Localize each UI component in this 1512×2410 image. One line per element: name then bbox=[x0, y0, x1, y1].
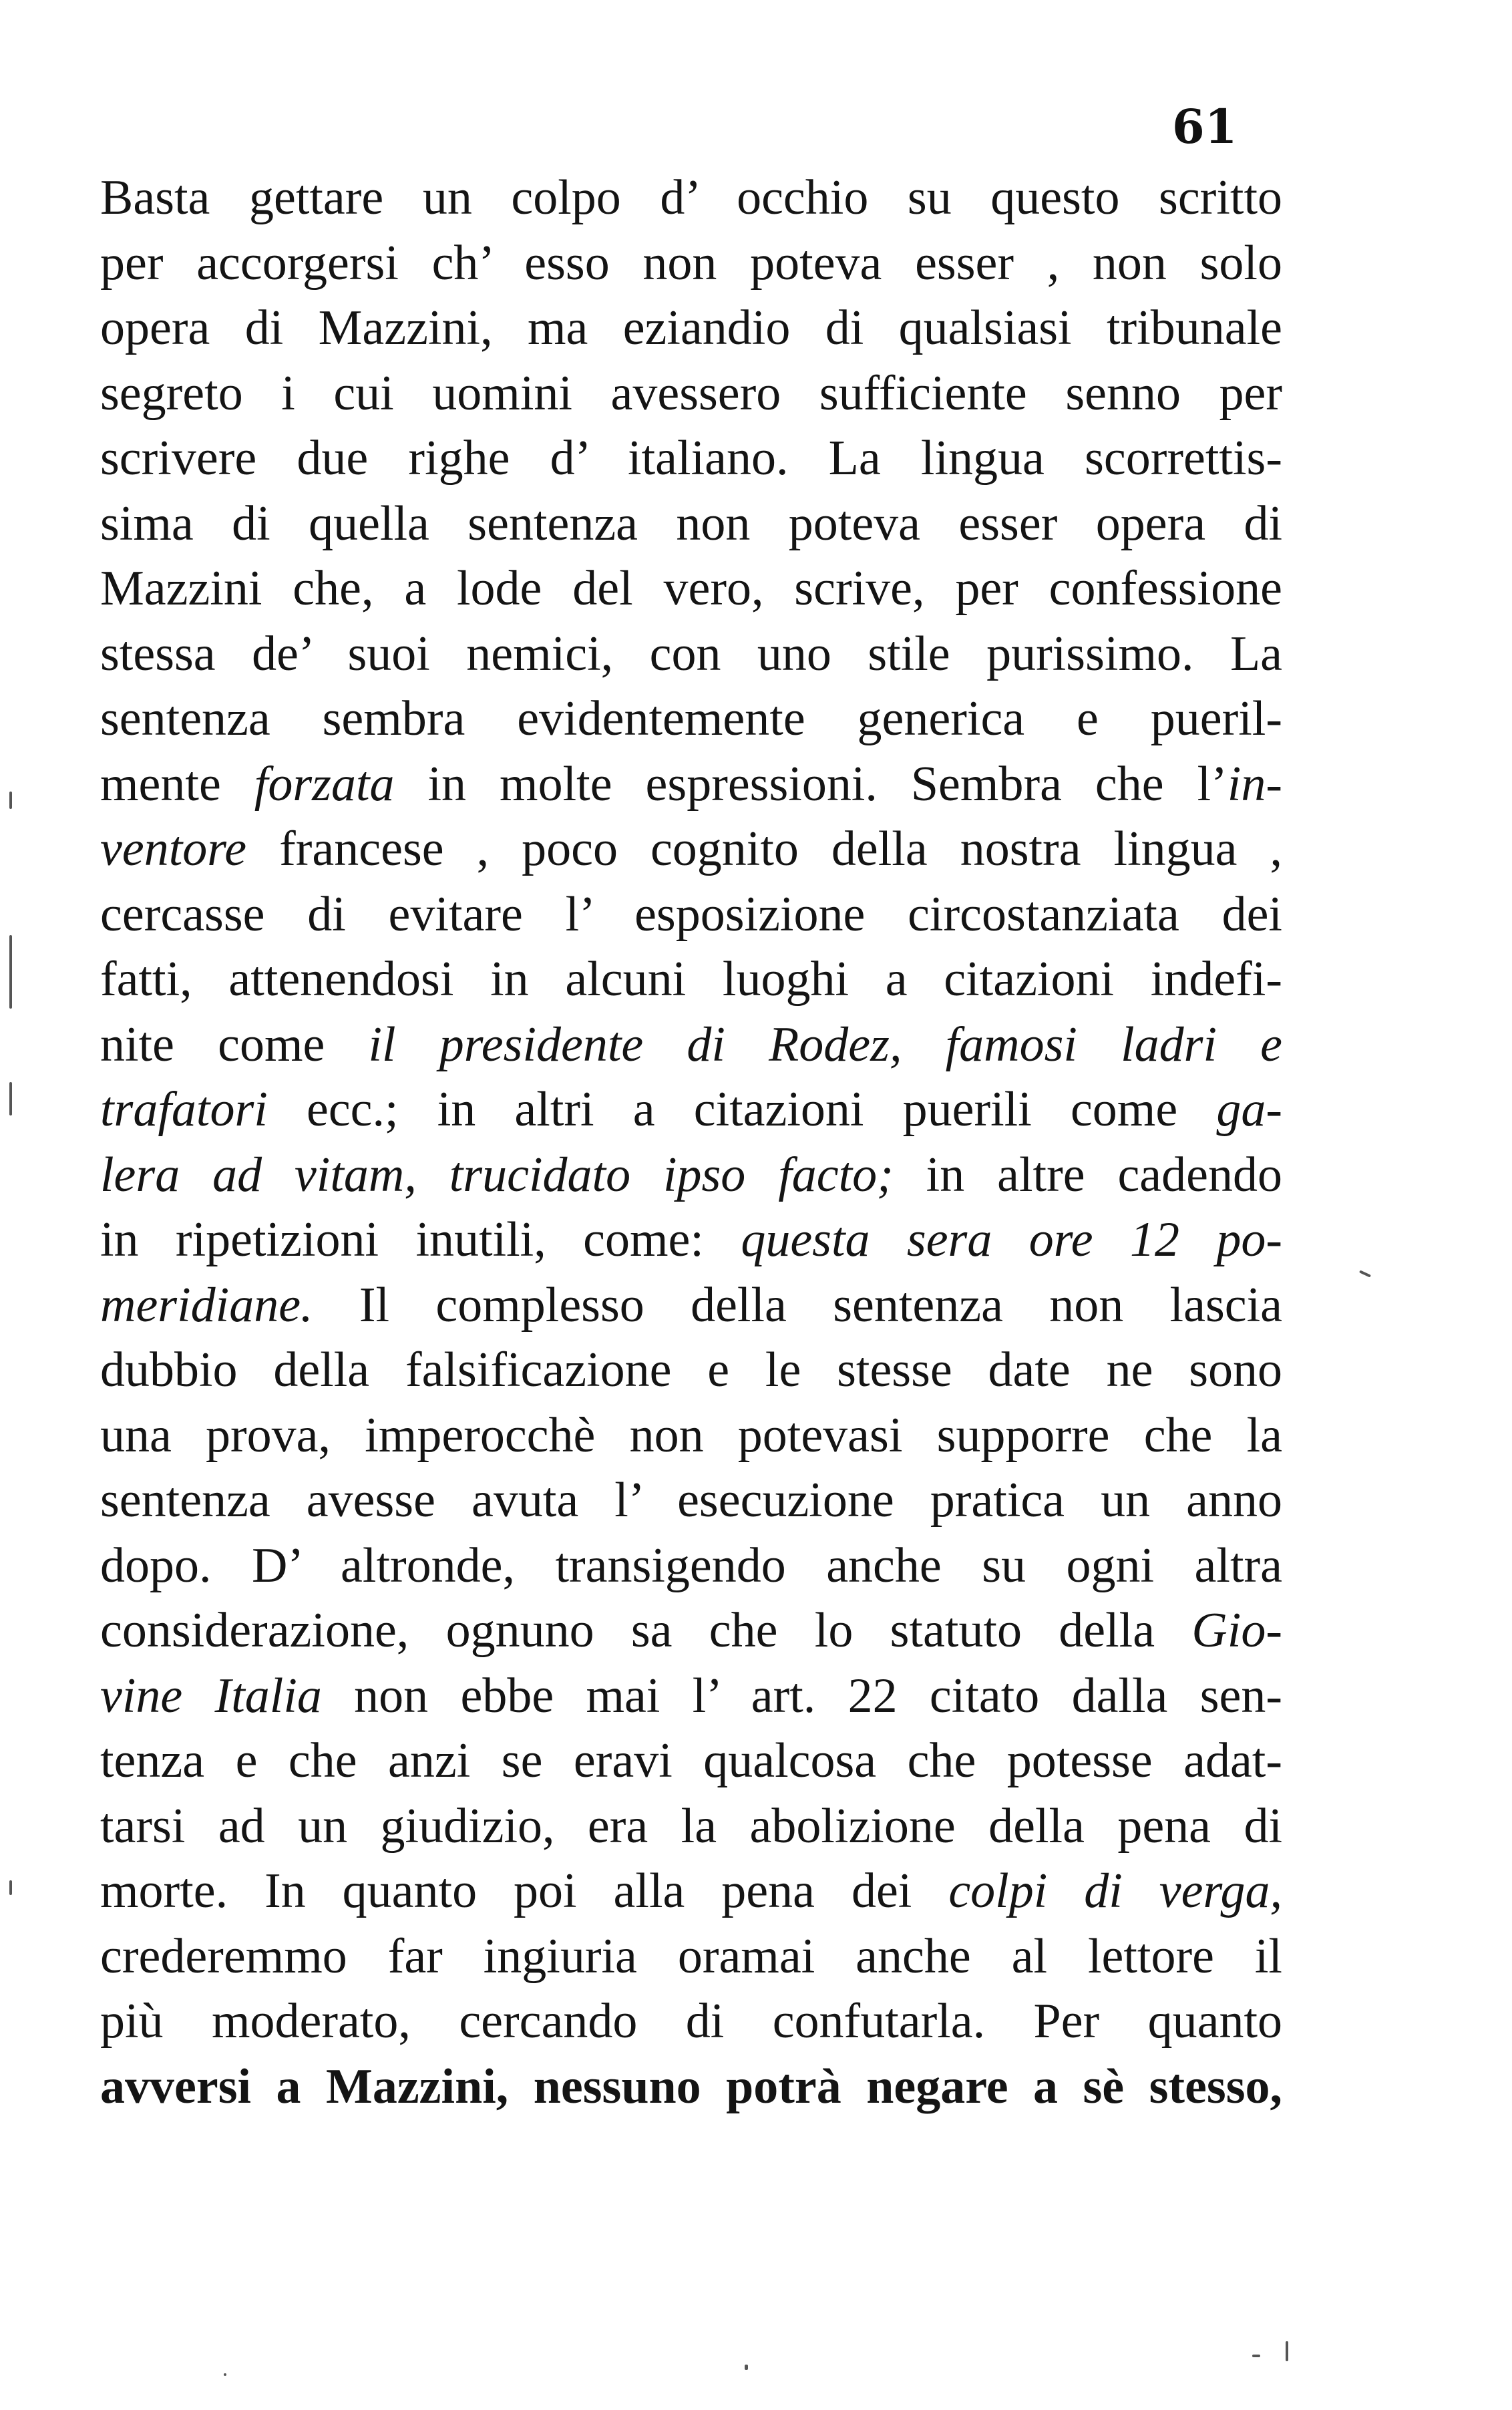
text-line bbox=[100, 556, 1282, 622]
text-line bbox=[100, 1859, 1282, 1924]
emphasis-text: meridiane. bbox=[100, 1277, 313, 1333]
text-segment: considerazione, ognuno sa che lo statuto della bbox=[100, 1603, 1192, 1658]
scan-speck bbox=[1359, 1270, 1371, 1277]
emphasis-text: questa sera ore 12 po- bbox=[741, 1212, 1283, 1267]
text-line bbox=[100, 1534, 1282, 1599]
text-segment: scrivere due righe d’ italiano. La lingua scorrettis- bbox=[100, 431, 1282, 486]
text-line bbox=[100, 1013, 1282, 1078]
text-segment: stessa de’ suoi nemici, con uno stile purissimo. La bbox=[100, 626, 1282, 681]
text-segment: sima di quella sentenza non poteva esser opera di bbox=[100, 496, 1282, 551]
text-line bbox=[100, 426, 1282, 492]
text-segment: sentenza sembra evidentemente generica e pueril- bbox=[100, 691, 1282, 746]
text-segment: per accorgersi ch’ esso non poteva esser , non solo bbox=[100, 235, 1282, 291]
text-line bbox=[100, 1598, 1282, 1664]
text-line bbox=[100, 947, 1282, 1013]
text-line bbox=[100, 231, 1282, 297]
text-line bbox=[100, 1794, 1282, 1860]
text-line bbox=[100, 622, 1282, 687]
text-segment: sentenza avesse avuta l’ esecuzione pratica un anno bbox=[100, 1473, 1282, 1528]
text-line bbox=[100, 1338, 1282, 1403]
text-segment: ecc.; in altri a citazioni puerili come bbox=[267, 1082, 1217, 1137]
emphasis-text: lera ad vitam, trucidato ipso facto; bbox=[100, 1147, 894, 1202]
scan-speck bbox=[9, 1880, 12, 1895]
text-segment: nite come bbox=[100, 1017, 369, 1072]
text-line bbox=[100, 1468, 1282, 1534]
text-line bbox=[100, 1924, 1282, 1990]
text-segment: tenza e che anzi se eravi qualcosa che potesse adat- bbox=[100, 1733, 1282, 1788]
emphasis-text: avversi a Mazzini, nessuno potrà negare a sè stesso, bbox=[100, 2059, 1282, 2114]
page-number: 61 bbox=[1172, 99, 1238, 154]
scan-speck bbox=[1252, 2355, 1260, 2357]
text-segment: tarsi ad un giudizio, era la abolizione della pena di bbox=[100, 1798, 1282, 1854]
text-segment: opera di Mazzini, ma eziandio di qualsiasi tribunale bbox=[100, 301, 1282, 355]
text-line bbox=[100, 166, 1282, 231]
text-line bbox=[100, 1208, 1282, 1273]
scan-speck bbox=[224, 2373, 226, 2376]
scan-speck bbox=[9, 1082, 12, 1115]
body-text bbox=[100, 166, 1282, 2119]
text-segment: segreto i cui uomini avessero sufficiente senno per bbox=[100, 365, 1282, 421]
text-segment: morte. In quanto poi alla pena dei bbox=[100, 1864, 949, 1918]
text-segment: Basta gettare un colpo d’ occhio su questo scritto bbox=[100, 170, 1282, 225]
text-line bbox=[100, 817, 1282, 882]
text-line bbox=[100, 296, 1282, 361]
text-line bbox=[100, 1664, 1282, 1729]
emphasis-text: il presidente di Rodez, famosi ladri e bbox=[368, 1017, 1282, 1072]
text-line bbox=[100, 882, 1282, 948]
emphasis-text: colpi di verga, bbox=[948, 1864, 1282, 1918]
scan-speck bbox=[1286, 2341, 1288, 2361]
text-segment: in molte espressioni. Sembra che l’ bbox=[394, 756, 1227, 812]
emphasis-text: ga- bbox=[1216, 1082, 1282, 1137]
text-segment: cercasse di evitare l’ esposizione circostanziata dei bbox=[100, 886, 1282, 942]
emphasis-text: ventore bbox=[100, 822, 247, 876]
text-line bbox=[100, 2055, 1282, 2120]
text-segment: dubbio della falsificazione e le stesse date ne sono bbox=[100, 1343, 1282, 1397]
text-line bbox=[100, 1143, 1282, 1208]
text-line bbox=[100, 492, 1282, 557]
text-line bbox=[100, 1273, 1282, 1339]
scan-speck bbox=[9, 792, 12, 809]
emphasis-text: in- bbox=[1227, 756, 1282, 812]
text-segment: fatti, attenendosi in alcuni luoghi a citazioni indefi- bbox=[100, 952, 1282, 1007]
text-segment: più moderato, cercando di confutarla. Per quanto bbox=[100, 1994, 1282, 2049]
text-segment: crederemmo far ingiuria oramai anche al lettore il bbox=[100, 1928, 1282, 1984]
text-segment: in altre cadendo bbox=[893, 1147, 1282, 1202]
text-segment: francese , poco cognito della nostra lingua , bbox=[246, 822, 1282, 876]
scan-speck bbox=[9, 935, 12, 1009]
text-segment: una prova, imperocchè non potevasi supporre che la bbox=[100, 1407, 1282, 1463]
text-line bbox=[100, 687, 1282, 752]
text-segment: dopo. D’ altronde, transigendo anche su ogni altra bbox=[100, 1538, 1282, 1593]
emphasis-text: trafatori bbox=[100, 1082, 268, 1137]
text-segment: Il complesso della sentenza non lascia bbox=[313, 1277, 1282, 1333]
text-segment: non ebbe mai l’ art. 22 citato dalla sen- bbox=[321, 1668, 1282, 1723]
text-segment: Mazzini che, a lode del vero, scrive, per confessione bbox=[100, 561, 1282, 616]
text-line bbox=[100, 752, 1282, 818]
text-segment: in ripetizioni inutili, come: bbox=[100, 1212, 741, 1267]
text-line bbox=[100, 1403, 1282, 1469]
text-line bbox=[100, 1989, 1282, 2055]
text-segment: mente bbox=[100, 756, 254, 812]
emphasis-text: forzata bbox=[254, 756, 395, 812]
emphasis-text: vine Italia bbox=[100, 1668, 322, 1723]
scan-speck bbox=[745, 2365, 748, 2370]
emphasis-text: Gio- bbox=[1191, 1603, 1282, 1658]
text-line bbox=[100, 1729, 1282, 1794]
text-line bbox=[100, 1077, 1282, 1143]
text-line bbox=[100, 361, 1282, 427]
